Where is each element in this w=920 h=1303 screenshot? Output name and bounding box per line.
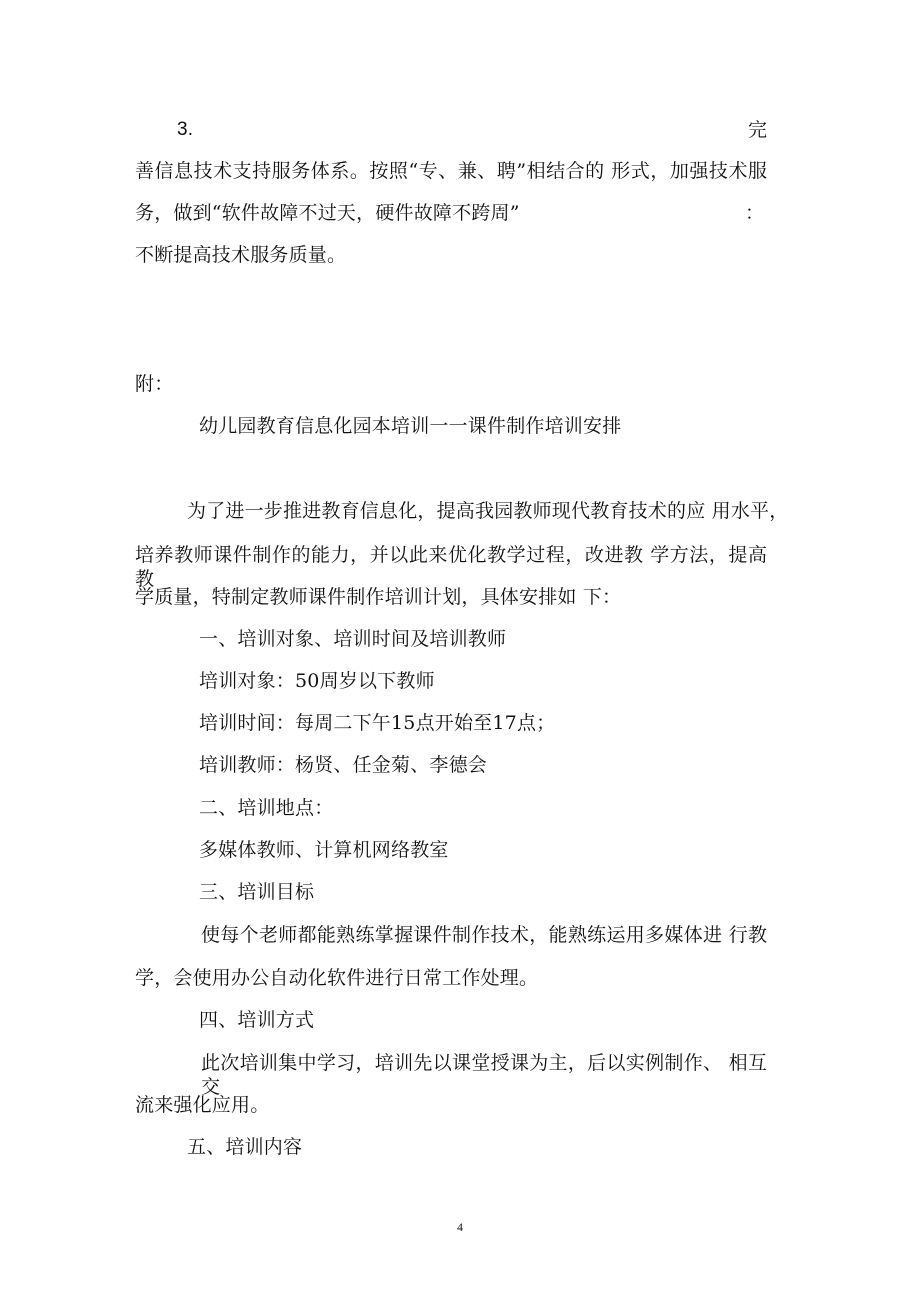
intro-line-1: 为了进一步推进教育信息化，提高我园教师现代教育技术的应 用水平， [187, 500, 789, 522]
intro-line-2: 培养教师课件制作的能力，并以此来优化教学过程，改进教 学方法，提高教 [135, 544, 767, 590]
part3-line-1: 使每个老师都能熟练掌握课件制作技术，能熟练运用多媒体进 行教 [201, 924, 767, 946]
part4-line-2: 流来强化应用。 [135, 1094, 270, 1116]
part5-heading: 五、培训内容 [187, 1136, 303, 1158]
training-location: 多媒体教师、计算机网络教室 [199, 839, 449, 861]
training-time: 培训时间：每周二下午15点开始至17点； [199, 712, 556, 734]
part3-heading: 三、培训目标 [199, 881, 315, 903]
section-first-char: 完 [748, 119, 768, 141]
part4-heading: 四、培训方式 [199, 1009, 315, 1031]
part1-heading: 一、培训对象、培训时间及培训教师 [199, 628, 507, 650]
appendix-label: 附： [135, 373, 174, 395]
training-target: 培训对象：50周岁以下教师 [199, 670, 435, 692]
part2-heading: 二、培训地点： [199, 797, 334, 819]
training-teachers: 培训教师：杨贤、任金菊、李德会 [199, 754, 488, 776]
page-number: 4 [457, 1220, 463, 1234]
section3-line-1: 善信息技术支持服务体系。按照“专、兼、聘”相结合的 形式，加强技术服 [135, 160, 767, 182]
section3-line-2-tail: ： [745, 202, 765, 224]
section-number: 3. [177, 119, 194, 140]
section3-line-2: 务，做到“软件故障不过天，硬件故障不跨周” [135, 202, 520, 224]
section3-line-3: 不断提高技术服务质量。 [135, 244, 347, 266]
appendix-title: 幼儿园教育信息化园本培训一一课件制作培训安排 [199, 415, 622, 437]
part3-line-2: 学，会使用办公自动化软件进行日常工作处理。 [135, 967, 539, 989]
intro-line-3: 学质量，特制定教师课件制作培训计划，具体安排如 下： [135, 586, 622, 608]
part4-line-1: 此次培训集中学习，培训先以课堂授课为主，后以实例制作、 相互交 [201, 1052, 767, 1098]
